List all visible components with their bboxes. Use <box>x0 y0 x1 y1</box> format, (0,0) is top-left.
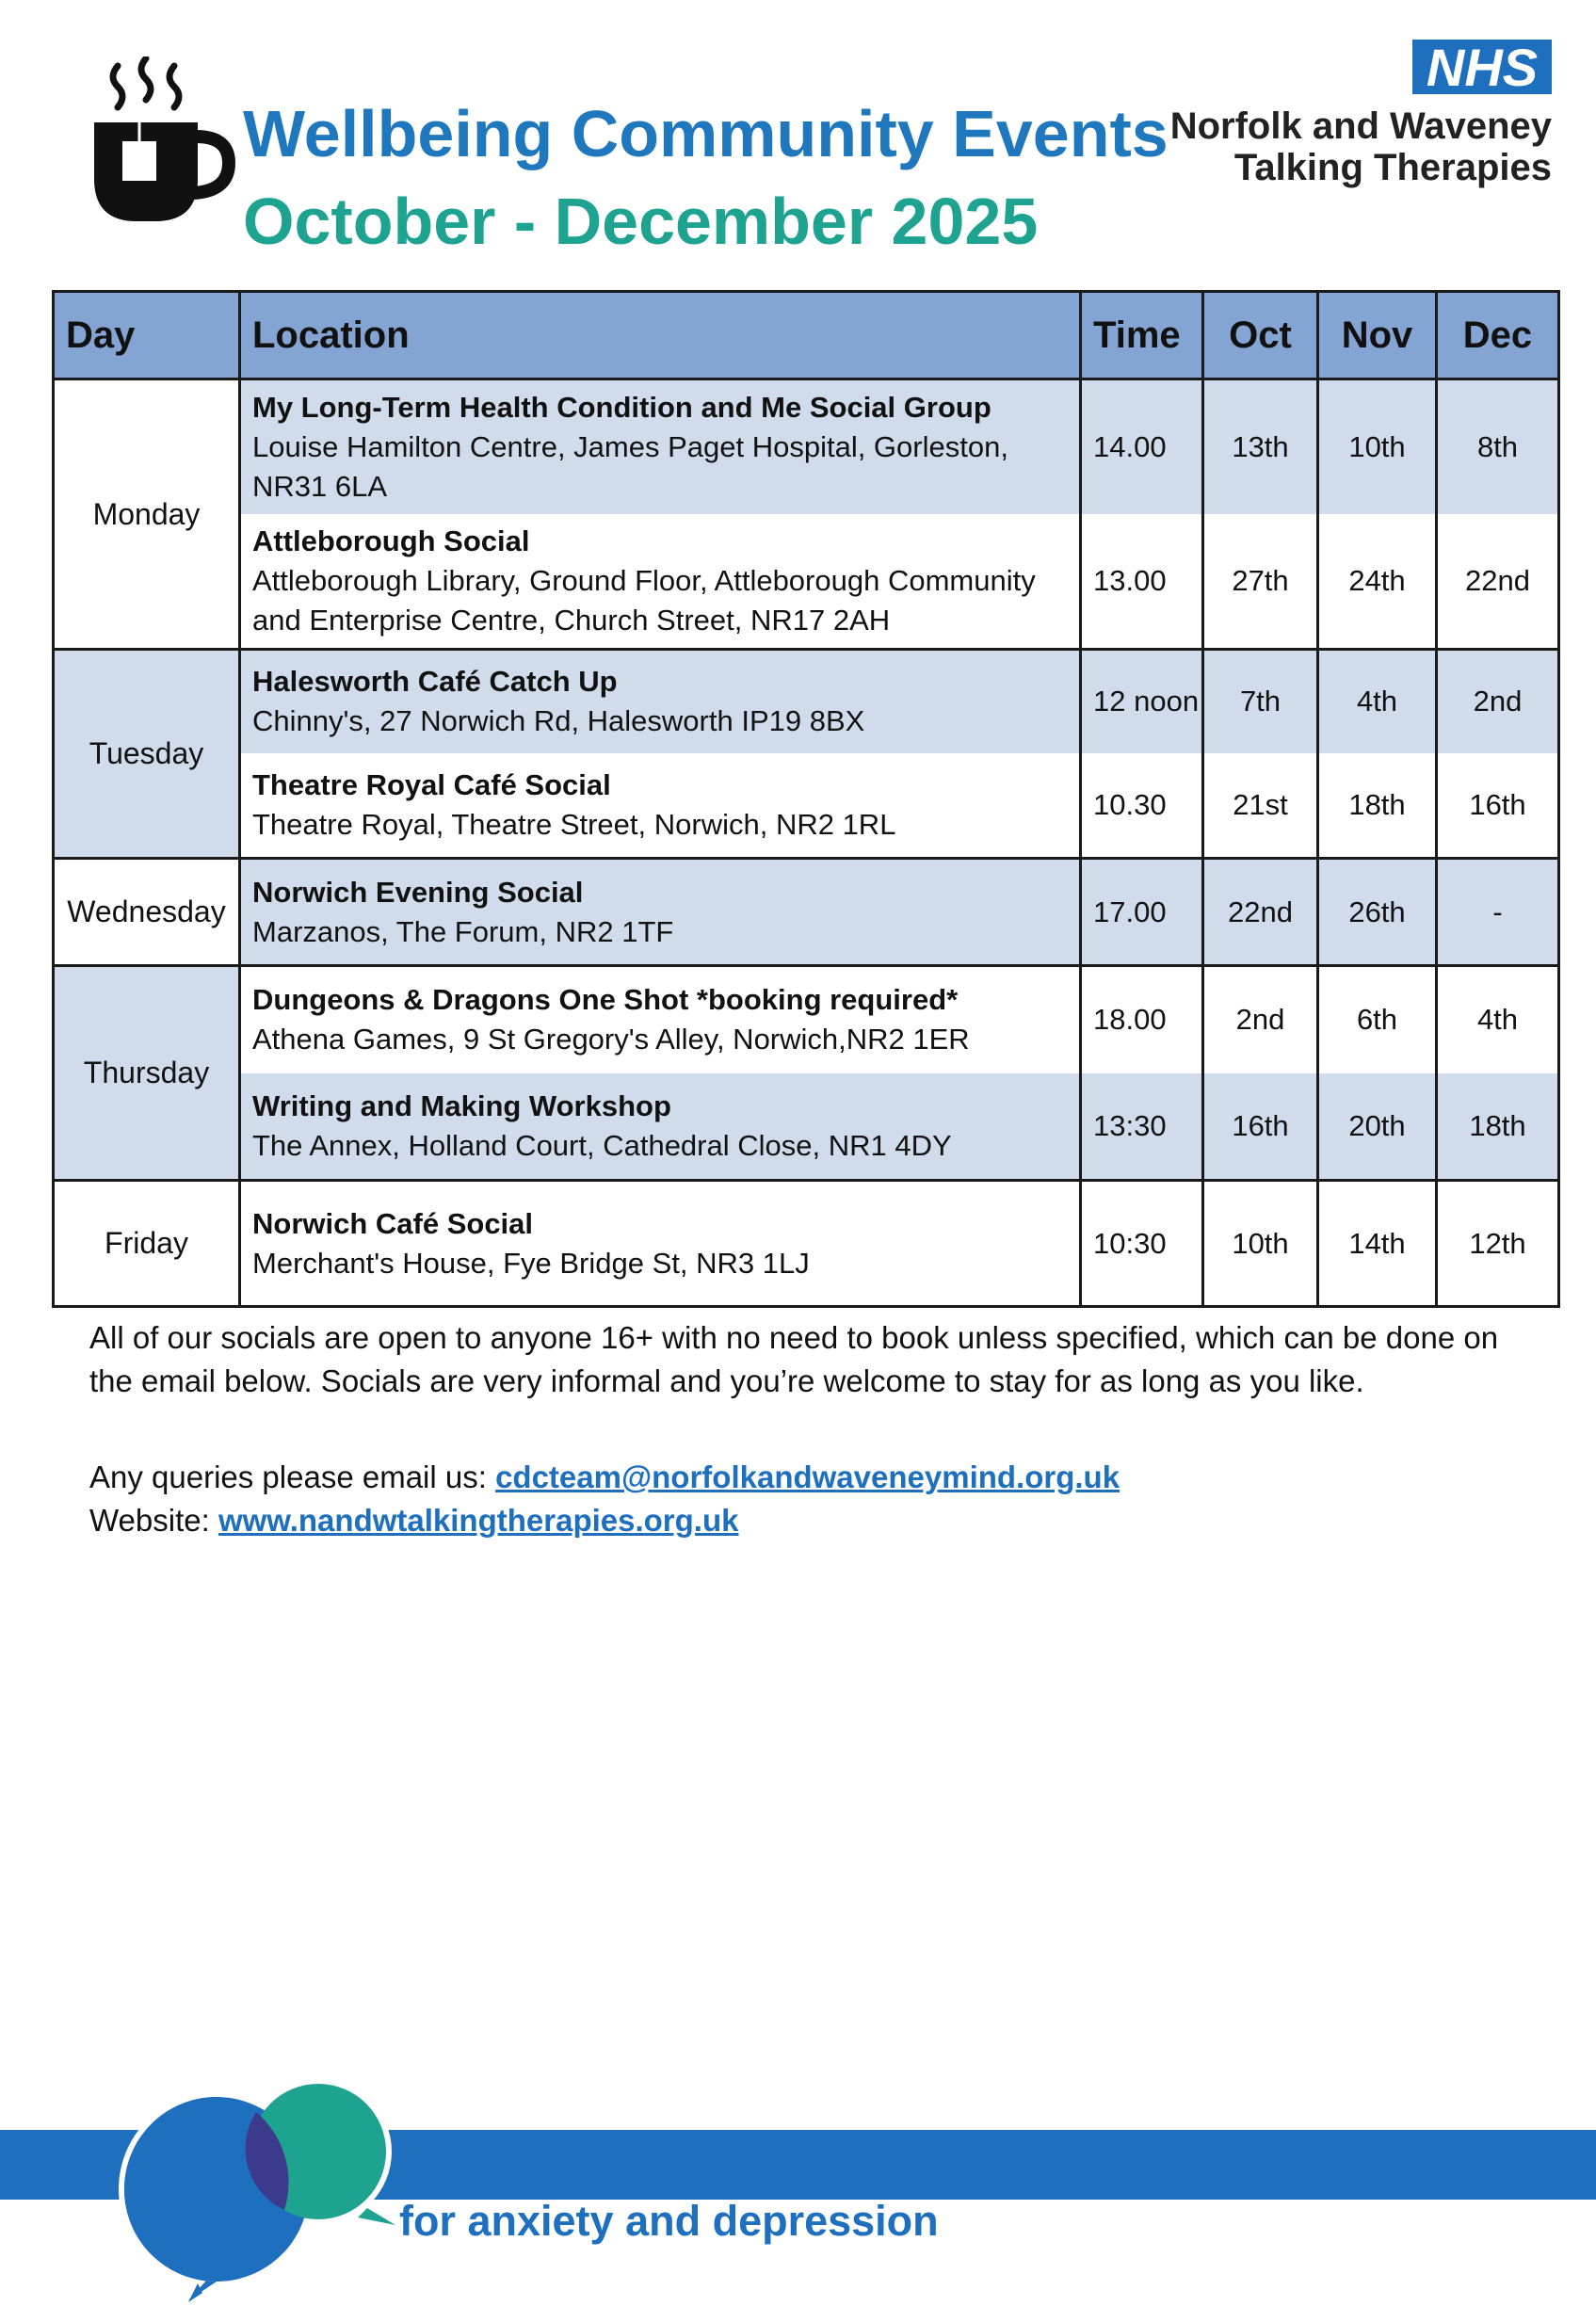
event-name: Halesworth Café Catch Up <box>252 665 618 699</box>
nov-cell: 10th <box>1318 379 1437 515</box>
info-paragraph: All of our socials are open to anyone 16+ with no need to book unless specified, which can be done on the email below. Socials are very informal and you’re welcome to stay for as long as you like. <box>89 1320 1499 1398</box>
oct-cell: 21st <box>1203 753 1318 859</box>
page-title: Wellbeing Community Events <box>243 97 1169 170</box>
oct-cell: 13th <box>1203 379 1318 515</box>
email-line <box>89 1456 1120 1499</box>
dec-cell: 18th <box>1437 1073 1559 1181</box>
day-cell: Wednesday <box>54 859 240 966</box>
event-name: My Long-Term Health Condition and Me Social Group <box>252 391 991 424</box>
oct-cell: 16th <box>1203 1073 1318 1181</box>
header-nov: Nov <box>1318 292 1437 379</box>
header-day: Day <box>54 292 240 379</box>
event-name: Dungeons & Dragons One Shot *booking required* <box>252 983 959 1017</box>
event-name: Norwich Evening Social <box>252 875 584 909</box>
nov-cell: 6th <box>1318 966 1437 1073</box>
events-table <box>52 290 1560 1308</box>
oct-cell: 7th <box>1203 650 1318 753</box>
header-dec: Dec <box>1437 292 1559 379</box>
day-cell: Thursday <box>54 966 240 1181</box>
event-name: Attleborough Social <box>252 524 530 557</box>
organisation-name <box>1170 105 1552 188</box>
coffee-cup-icon <box>85 56 235 226</box>
time-cell: 12 noon <box>1081 650 1203 753</box>
location-cell <box>240 966 1081 1073</box>
table-row <box>54 514 1559 650</box>
dec-cell: 12th <box>1437 1181 1559 1307</box>
event-address: Louise Hamilton Centre, James Paget Hospital, Gorleston, NR31 6LA <box>252 430 1008 503</box>
contact-block <box>89 1456 1120 1542</box>
email-link[interactable]: cdcteam@norfolkandwaveneymind.org.uk <box>495 1459 1120 1494</box>
location-cell <box>240 1181 1081 1307</box>
dec-cell: - <box>1437 859 1559 966</box>
location-cell <box>240 1073 1081 1181</box>
org-line-1: Norfolk and Waveney <box>1169 105 1552 147</box>
org-line-2: Talking Therapies <box>1233 147 1552 188</box>
table-row <box>54 1181 1559 1307</box>
website-link[interactable]: www.nandwtalkingtherapies.org.uk <box>218 1503 739 1538</box>
time-cell: 13.00 <box>1081 514 1203 650</box>
event-address: Athena Games, 9 St Gregory's Alley, Norwich,NR2 1ER <box>252 1023 970 1056</box>
location-cell <box>240 514 1081 650</box>
time-cell: 18.00 <box>1081 966 1203 1073</box>
table-row <box>54 1073 1559 1181</box>
header-oct: Oct <box>1203 292 1318 379</box>
event-address: The Annex, Holland Court, Cathedral Close, NR1 4DY <box>252 1128 952 1162</box>
event-address: Attleborough Library, Ground Floor, Attleborough Community and Enterprise Centre, Church Street, NR17 2AH <box>252 564 1036 637</box>
speech-bubbles-logo-icon <box>113 2076 424 2306</box>
table-row <box>54 650 1559 753</box>
event-address: Merchant's House, Fye Bridge St, NR3 1LJ <box>252 1246 810 1280</box>
nov-cell: 24th <box>1318 514 1437 650</box>
table-row <box>54 966 1559 1073</box>
dec-cell: 16th <box>1437 753 1559 859</box>
header-time: Time <box>1081 292 1203 379</box>
event-name: Writing and Making Workshop <box>252 1088 671 1122</box>
nov-cell: 4th <box>1318 650 1437 753</box>
dec-cell: 4th <box>1437 966 1559 1073</box>
oct-cell: 27th <box>1203 514 1318 650</box>
event-name: Theatre Royal Café Social <box>252 767 611 801</box>
email-label: Any queries please email us: <box>89 1459 496 1494</box>
location-cell <box>240 650 1081 753</box>
table-row <box>54 379 1559 515</box>
time-cell: 10.30 <box>1081 753 1203 859</box>
time-cell: 13:30 <box>1081 1073 1203 1181</box>
oct-cell: 2nd <box>1203 966 1318 1073</box>
footer-tagline: for anxiety and depression <box>399 2197 939 2245</box>
table-header-row <box>54 292 1559 379</box>
website-line <box>89 1499 1120 1542</box>
location-cell <box>240 379 1081 515</box>
dec-cell: 8th <box>1437 379 1559 515</box>
time-cell: 14.00 <box>1081 379 1203 515</box>
event-address: Marzanos, The Forum, NR2 1TF <box>252 914 674 948</box>
nov-cell: 14th <box>1318 1181 1437 1307</box>
day-cell: Tuesday <box>54 650 240 859</box>
header-location: Location <box>240 292 1081 379</box>
event-address: Chinny's, 27 Norwich Rd, Halesworth IP19 8BX <box>252 704 865 738</box>
day-cell: Monday <box>54 379 240 650</box>
oct-cell: 10th <box>1203 1181 1318 1307</box>
dec-cell: 22nd <box>1437 514 1559 650</box>
day-cell: Friday <box>54 1181 240 1307</box>
location-cell <box>240 753 1081 859</box>
event-address: Theatre Royal, Theatre Street, Norwich, NR2 1RL <box>252 807 896 841</box>
nov-cell: 18th <box>1318 753 1437 859</box>
time-cell: 10:30 <box>1081 1181 1203 1307</box>
dec-cell: 2nd <box>1437 650 1559 753</box>
website-label: Website: <box>89 1503 218 1538</box>
event-name: Norwich Café Social <box>252 1206 534 1240</box>
time-cell: 17.00 <box>1081 859 1203 966</box>
nhs-logo: NHS <box>1412 40 1552 94</box>
page-subtitle: October - December 2025 <box>243 185 1039 258</box>
nov-cell: 20th <box>1318 1073 1437 1181</box>
table-row <box>54 859 1559 966</box>
oct-cell: 22nd <box>1203 859 1318 966</box>
location-cell <box>240 859 1081 966</box>
nov-cell: 26th <box>1318 859 1437 966</box>
table-row <box>54 753 1559 859</box>
